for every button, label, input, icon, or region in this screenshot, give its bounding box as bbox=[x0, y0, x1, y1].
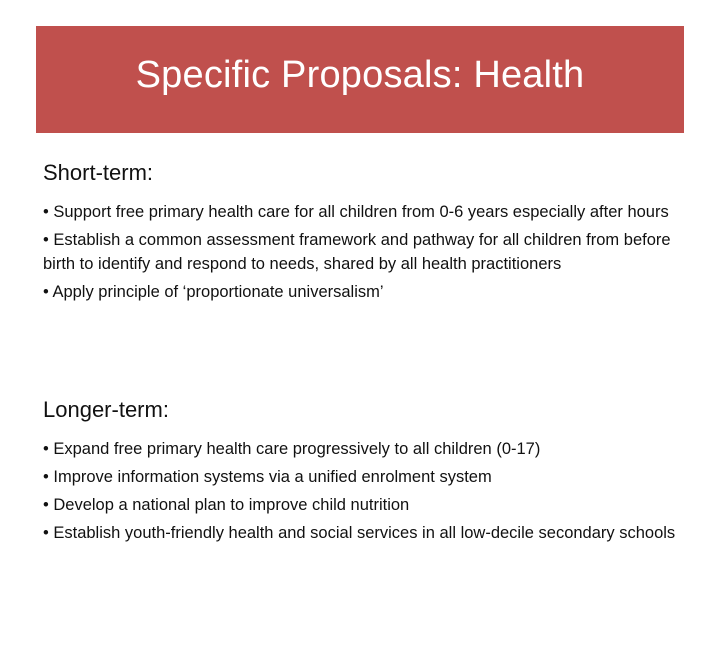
longer-term-item: • Develop a national plan to improve child nutrition bbox=[43, 496, 410, 514]
longer-term-section bbox=[43, 397, 683, 549]
longer-term-list bbox=[43, 437, 683, 545]
short-term-item: • Support free primary health care for all children from 0-6 years especially after hours bbox=[43, 203, 669, 221]
short-term-list bbox=[43, 200, 683, 304]
longer-term-item: • Expand free primary health care progressively to all children (0-17) bbox=[43, 440, 541, 458]
longer-term-item: • Improve information systems via a unified enrolment system bbox=[43, 468, 492, 486]
title-banner bbox=[36, 26, 684, 133]
short-term-heading: Short-term: bbox=[43, 160, 154, 185]
longer-term-heading: Longer-term: bbox=[43, 397, 169, 422]
longer-term-item: • Establish youth-friendly health and social services in all low-decile secondary schools bbox=[43, 524, 676, 542]
short-term-item: • Establish a common assessment framework and pathway for all children from before birth to identify and respond to needs, shared by all health practitioners bbox=[43, 231, 671, 273]
short-term-section bbox=[43, 160, 683, 308]
slide-title: Specific Proposals: Health bbox=[135, 54, 585, 96]
short-term-item: • Apply principle of ‘proportionate universalism’ bbox=[43, 283, 384, 301]
